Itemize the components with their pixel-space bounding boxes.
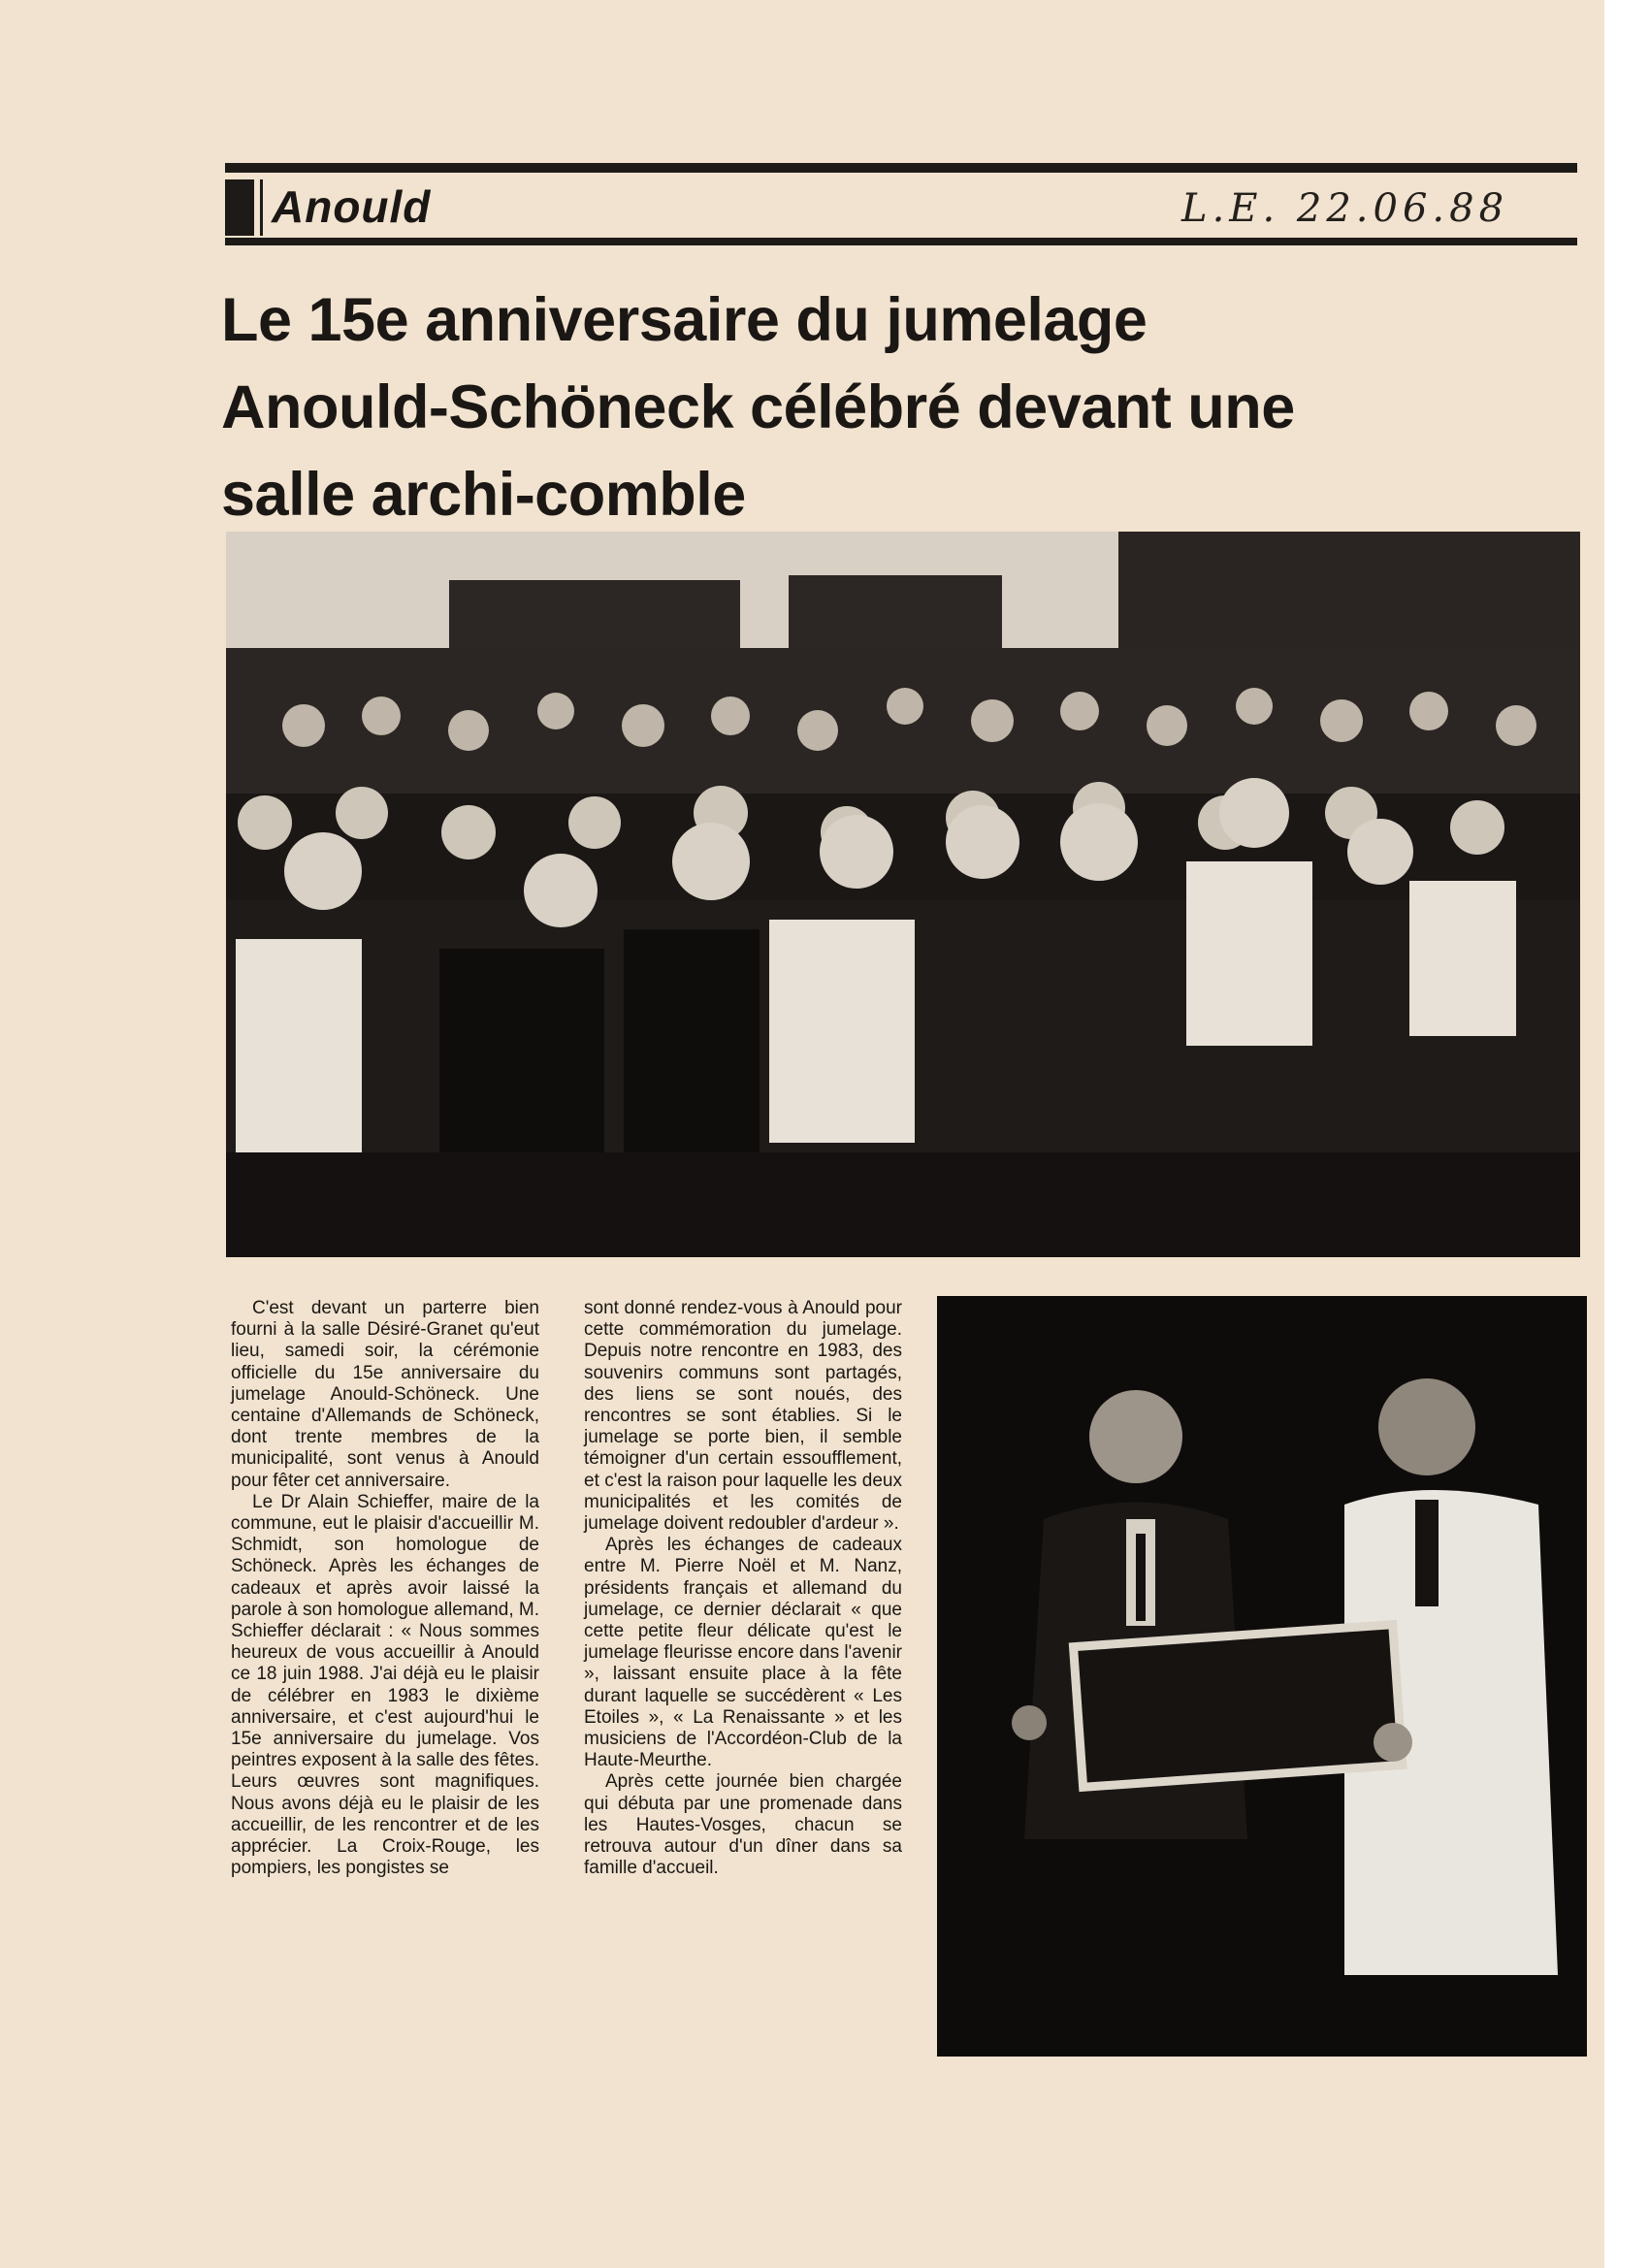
article-paragraph: C'est devant un parterre bien fourni à la salle Désiré-Granet qu'eut lieu, samedi soir, la cérémonie officielle du 15e anniversaire du jumelage Anould-Schöneck. Une centaine d'Allemands de Schöneck, dont trente membres de la municipalité, sont venus à Anould pour fêter cet anniversaire. [231, 1298, 539, 1491]
article-paragraph: Le Dr Alain Schieffer, maire de la commune, eut le plaisir d'accueillir M. Schmidt, son homologue de Schöneck. Après les échanges de cadeaux et après avoir laissé la parole à son homologue allemand, M. Schieffer déclarait : « Nous sommes heureux de vous accueillir à Anould ce 18 juin 1988. J'ai déjà eu le plaisir de célébrer en 1983 le dixième anniversaire, et c'est aujourd'hui le 15e anniversaire du jumelage. Vos peintres exposent à la salle des fêtes. Leurs œuvres sont magnifiques. Nous avons déjà eu le plaisir de les accueillir, de les rencontrer et de les apprécier. La Croix-Rouge, les pompiers, les pongistes se [231, 1491, 539, 1879]
article-paragraph: sont donné rendez-vous à Anould pour cette commémoration du jumelage. Depuis notre rencontre en 1983, des souvenirs communs sont partagés, des liens se sont noués, des rencontres se sont établies. Si le jumelage se porte bien, il semble témoigner d'un certain essoufflement, et c'est la raison pour laquelle les deux municipalités et les comités de jumelage doivent redoubler d'ardeur ». [584, 1298, 902, 1535]
headline [221, 276, 1482, 538]
header-rule-top [225, 163, 1577, 173]
headline-line-1: Le 15e anniversaire du jumelage [221, 286, 1148, 354]
article-paragraph: Après les échanges de cadeaux entre M. Pierre Noël et M. Nanz, présidents français et allemand du jumelage, ce dernier déclarait « que cette petite fleur délicate qu'est le jumelage fleurisse encore dans l'avenir », laissant ensuite place à la fête durant laquelle se succédèrent « Les Etoiles », « La Renaissante » et les musiciens de l'Accordéon-Club de la Haute-Meurthe. [584, 1535, 902, 1771]
handwritten-date: L.E. 22.06.88 [1181, 186, 1509, 231]
header-bar [260, 179, 263, 236]
header-rule-bottom [225, 238, 1577, 245]
gift-exchange-photo [937, 1296, 1587, 2057]
headline-line-2: Anould-Schöneck célébré devant une [221, 373, 1295, 441]
article-paragraph: Après cette journée bien chargée qui débuta par une promenade dans les Hautes-Vosges, chacun se retrouva autour d'un dîner dans sa famille d'accueil. [584, 1771, 902, 1879]
article-column-1 [231, 1298, 539, 1879]
section-name: Anould [272, 181, 432, 232]
article-column-2 [584, 1298, 902, 1879]
audience-photo-image [226, 532, 1580, 1257]
gift-exchange-photo-image [937, 1296, 1587, 2057]
scan-margin [1604, 0, 1649, 2268]
audience-photo [226, 532, 1580, 1257]
header-block [225, 179, 254, 236]
headline-line-3: salle archi-comble [221, 461, 746, 529]
